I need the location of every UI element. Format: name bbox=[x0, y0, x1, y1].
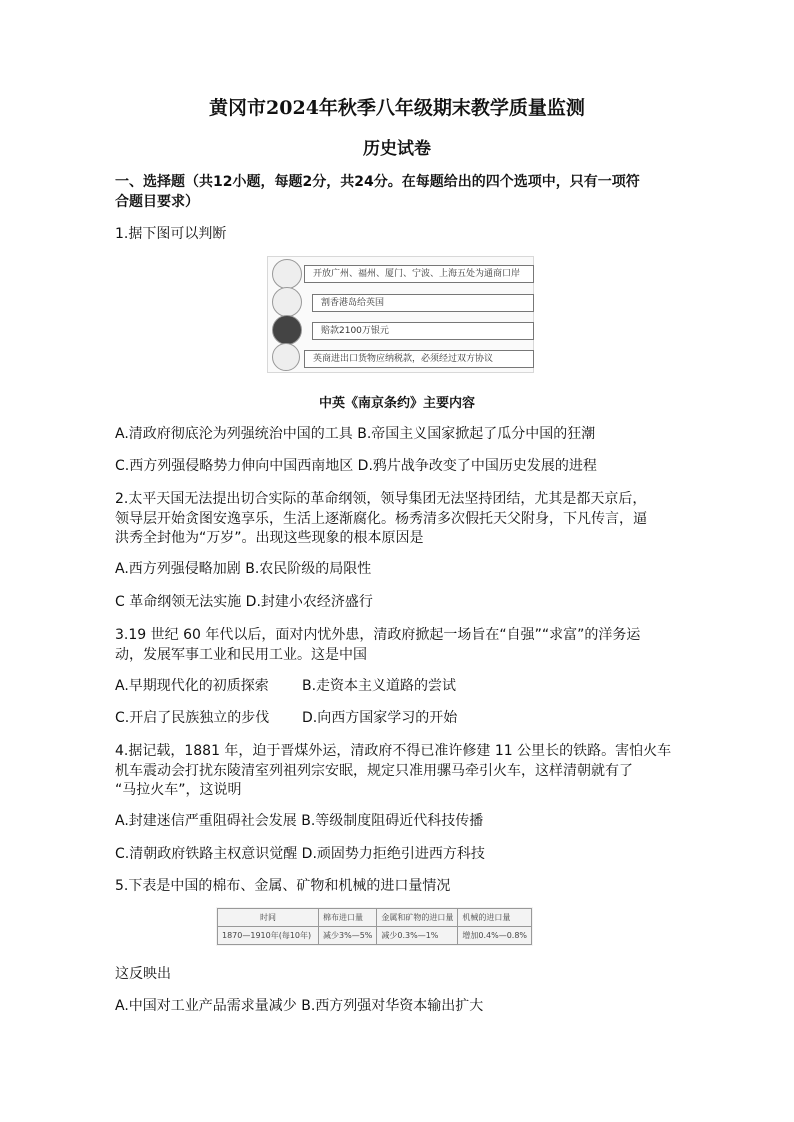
q1-options-cd: C.西方列强侵略势力伸向中国西南地区 D.鸦片战争改变了中国历史发展的进程 bbox=[115, 458, 597, 474]
cargo-icon bbox=[272, 343, 300, 371]
q2-options-cd: C 革命纲领无法实施 D.封建小农经济盛行 bbox=[115, 594, 373, 610]
q2-stem-line3: 洪秀全封他为“万岁”。出现这些现象的根本原因是 bbox=[115, 530, 424, 546]
q2-options-ab: A.西方列强侵略加剧 B.农民阶级的局限性 bbox=[115, 561, 372, 577]
q4-options-ab: A.封建迷信严重阻碍社会发展 B.等级制度阻碍近代科技传播 bbox=[115, 813, 484, 829]
q4-options-cd: C.清朝政府铁路主权意识觉醒 D.顽固势力拒绝引进西方科技 bbox=[115, 846, 485, 862]
q1-figure-caption: 中英《南京条约》主要内容 bbox=[318, 396, 475, 411]
q1-figure bbox=[267, 256, 534, 373]
q1-stem: 1.据下图可以判断 bbox=[115, 226, 227, 242]
q4-stem-line1: 4.据记载，1881 年，迫于晋煤外运，清政府不得已准许修建 11 公里长的铁路。害怕火车 bbox=[115, 743, 672, 759]
figure-item-4: 英商进出口货物应纳税款，必须经过双方协议 bbox=[304, 350, 534, 368]
section-heading-line1: 一、选择题（共12小题，每题2分，共24分。在每题给出的四个选项中，只有一项符 bbox=[115, 174, 640, 190]
island-icon bbox=[272, 287, 302, 317]
q4-stem-line2: 机车震动会打扰东陵清室列祖列宗安眠，规定只准用骡马牵引火车，这样清朝就有了 bbox=[115, 763, 633, 779]
q2-stem-line2: 领导层开始贪图安逸享乐，生活上逐渐腐化。杨秀清多次假托天父附身，下凡传言，逼 bbox=[115, 511, 647, 527]
q3-stem-line1: 3.19 世纪 60 年代以后，面对内忧外患，清政府掀起一场旨在“自强”“求富”的洋务运 bbox=[115, 627, 641, 643]
money-bag-icon bbox=[272, 315, 302, 345]
table-header-cell: 金属和矿物的进口量 bbox=[377, 909, 458, 927]
q5-after-text: 这反映出 bbox=[115, 966, 171, 982]
q3-stem-line2: 动，发展军事工业和民用工业。这是中国 bbox=[115, 647, 367, 663]
q2-stem-line1: 2.太平天国无法提出切合实际的革命纲领，领导集团无法坚持团结，尤其是都天京后， bbox=[115, 491, 647, 507]
table-header-row bbox=[218, 909, 532, 927]
figure-item-3: 赔款2100万银元 bbox=[312, 322, 534, 340]
q3-option-c: C.开启了民族独立的步伐 bbox=[115, 710, 270, 726]
q5-import-table bbox=[216, 907, 533, 946]
q3-option-d: D.向西方国家学习的开始 bbox=[302, 710, 458, 726]
q5-options-ab: A.中国对工业产品需求量减少 B.西方列强对华资本输出扩大 bbox=[115, 998, 484, 1014]
table-header-cell: 棉布进口量 bbox=[319, 909, 377, 927]
table-header-cell: 时间 bbox=[218, 909, 319, 927]
table-cell: 1870—1910年(每10年) bbox=[218, 927, 319, 945]
q3-option-b: B.走资本主义道路的尝试 bbox=[302, 678, 457, 694]
exam-subtitle: 历史试卷 bbox=[363, 139, 431, 159]
section-heading-line2: 合题目要求） bbox=[115, 194, 199, 210]
q1-options-ab: A.清政府彻底沦为列强统治中国的工具 B.帝国主义国家掀起了瓜分中国的狂潮 bbox=[115, 426, 596, 442]
table-cell: 减少3%—5% bbox=[319, 927, 377, 945]
table-cell: 减少0.3%—1% bbox=[377, 927, 458, 945]
q5-stem: 5.下表是中国的棉布、金属、矿物和机械的进口量情况 bbox=[115, 878, 451, 894]
figure-item-1: 开放广州、福州、厦门、宁波、上海五处为通商口岸 bbox=[304, 265, 534, 283]
q4-stem-line3: “马拉火车”，这说明 bbox=[115, 782, 242, 798]
q3-option-a: A.早期现代化的初质探索 bbox=[115, 678, 269, 694]
figure-item-2: 割香港岛给英国 bbox=[312, 294, 534, 312]
globe-icon bbox=[272, 259, 302, 289]
table-cell: 增加0.4%—0.8% bbox=[458, 927, 532, 945]
table-header-cell: 机械的进口量 bbox=[458, 909, 532, 927]
exam-title: 黄冈市2024年秋季八年级期末教学质量监测 bbox=[209, 97, 585, 119]
table-row bbox=[218, 927, 532, 945]
